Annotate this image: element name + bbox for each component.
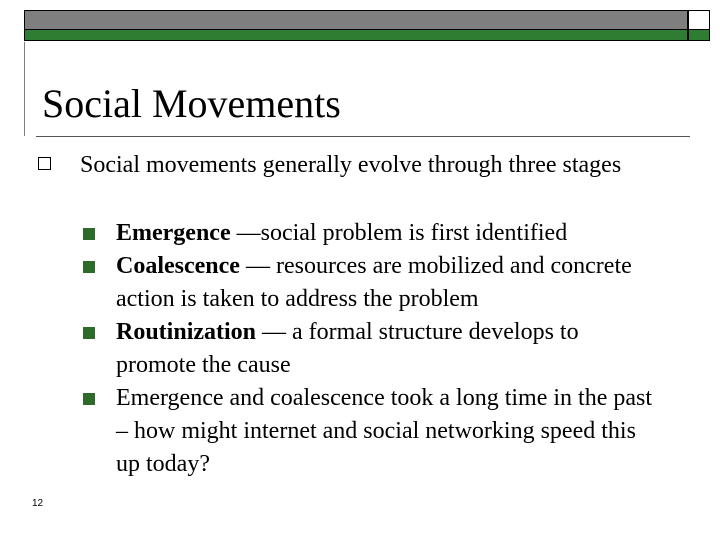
list-item xyxy=(80,217,660,250)
stage-list xyxy=(80,217,660,481)
stage-term: Coalescence xyxy=(116,253,240,279)
main-point: Social movements generally evolve through three stages xyxy=(80,152,622,178)
header-corner-green xyxy=(688,29,710,41)
stage-description: — a formal structure develops to promote the cause xyxy=(116,319,579,378)
stage-description: — resources are mobilized and concrete action is taken to address the problem xyxy=(116,253,632,312)
title-divider xyxy=(36,136,690,137)
header-corner-box xyxy=(688,10,710,30)
header-bar-grey xyxy=(24,10,688,30)
header-bar-green xyxy=(24,29,688,41)
green-square-bullet-icon xyxy=(83,228,95,240)
list-item xyxy=(80,382,660,481)
slide-title: Social Movements xyxy=(42,81,341,126)
stage-description: Emergence and coalescence took a long time in the past – how might internet and social networking speed this up today? xyxy=(116,385,653,477)
stage-description: —social problem is first identified xyxy=(230,220,568,246)
list-item xyxy=(80,250,660,316)
green-square-bullet-icon xyxy=(83,261,95,273)
page-number: 12 xyxy=(32,498,44,509)
hollow-square-bullet-icon xyxy=(38,157,51,170)
stage-term: Emergence xyxy=(116,220,231,246)
left-accent-line xyxy=(24,42,25,136)
list-item xyxy=(80,316,660,382)
green-square-bullet-icon xyxy=(83,393,95,405)
green-square-bullet-icon xyxy=(83,327,95,339)
stage-term: Routinization xyxy=(116,319,257,345)
